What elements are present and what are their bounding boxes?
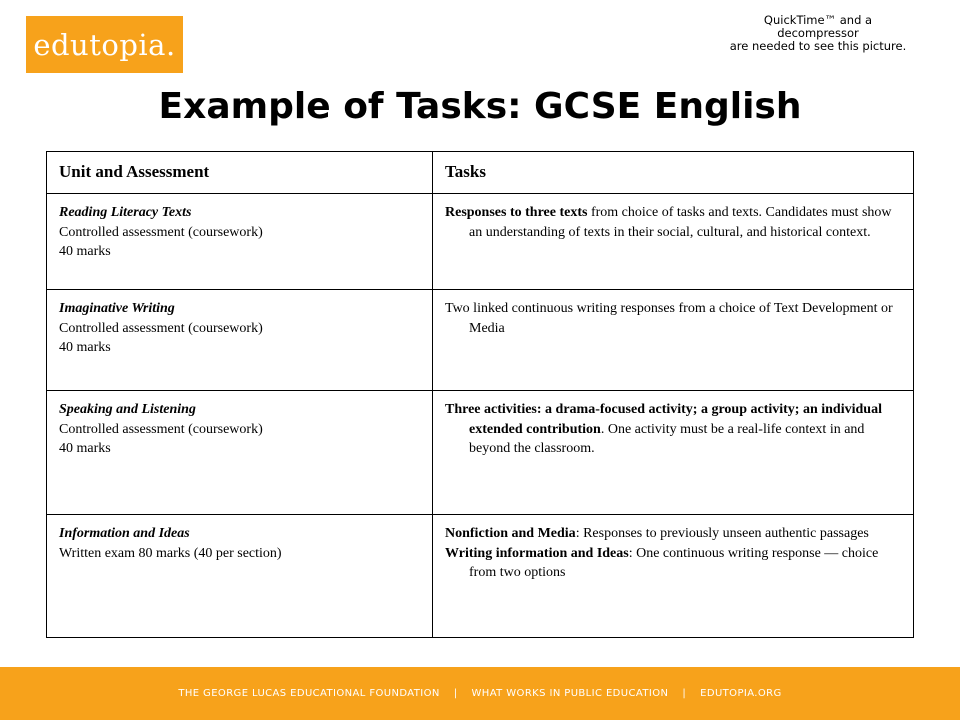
unit-cell — [47, 290, 433, 391]
footer-text — [178, 688, 781, 699]
footer-item: WHAT WORKS IN PUBLIC EDUCATION — [471, 688, 669, 699]
unit-assessment: Written exam 80 marks (40 per section) — [59, 545, 282, 561]
unit-cell — [47, 515, 433, 638]
unit-assessment: Controlled assessment (coursework) — [59, 421, 263, 437]
task-cell — [433, 391, 914, 515]
table-header-row — [47, 152, 914, 194]
quicktime-notice — [718, 14, 918, 53]
table-row — [47, 515, 914, 638]
task-text: Two linked continuous writing responses from a choice of Text Development or Media — [445, 301, 893, 336]
task-bold: Writing information and Ideas — [445, 545, 629, 561]
unit-cell — [47, 194, 433, 290]
footer-bar — [0, 667, 960, 720]
header-unit: Unit and Assessment — [47, 152, 433, 194]
unit-assessment: Controlled assessment (coursework) — [59, 224, 263, 240]
table-row — [47, 391, 914, 515]
unit-name: Speaking and Listening — [59, 402, 196, 417]
quicktime-line: QuickTime™ and a — [763, 13, 873, 27]
footer-link[interactable]: EDUTOPIA.ORG — [700, 688, 782, 699]
unit-assessment: Controlled assessment (coursework) — [59, 320, 263, 336]
footer-separator: | — [682, 688, 687, 699]
quicktime-line: are needed to see this picture. — [729, 39, 907, 53]
task-cell — [433, 290, 914, 391]
task-bold: Nonfiction and Media — [445, 526, 576, 541]
unit-cell — [47, 391, 433, 515]
edutopia-logo — [26, 16, 183, 73]
unit-name: Reading Literacy Texts — [59, 205, 192, 220]
task-text: . One activity must be a real-life context in and beyond the classroom. — [469, 421, 865, 456]
unit-name: Information and Ideas — [59, 526, 190, 541]
header-tasks: Tasks — [433, 152, 914, 194]
table-row — [47, 194, 914, 290]
footer-item: THE GEORGE LUCAS EDUCATIONAL FOUNDATION — [178, 688, 440, 699]
task-bold: Responses to three texts — [445, 205, 588, 220]
quicktime-line: decompressor — [777, 26, 859, 40]
task-cell — [433, 515, 914, 638]
table-row — [47, 290, 914, 391]
task-bold: Three activities: a drama-focused activity; a group activity; an individual extended contribution — [445, 402, 882, 437]
unit-marks: 40 marks — [59, 244, 111, 259]
unit-marks: 40 marks — [59, 441, 111, 456]
slide-title: Example of Tasks: GCSE English — [158, 86, 802, 127]
task-text: : Responses to previously unseen authentic passages — [575, 526, 869, 541]
task-text: from choice of tasks and texts. Candidates must show an understanding of texts in their social, cultural, and historical context. — [469, 205, 892, 240]
unit-marks: 40 marks — [59, 340, 111, 355]
task-text: : One continuous writing response — choice from two options — [469, 545, 879, 580]
logo-text: edutopia. — [33, 27, 176, 62]
footer-separator: | — [453, 688, 458, 699]
unit-name: Imaginative Writing — [59, 301, 175, 316]
task-cell — [433, 194, 914, 290]
tasks-table — [46, 151, 914, 638]
